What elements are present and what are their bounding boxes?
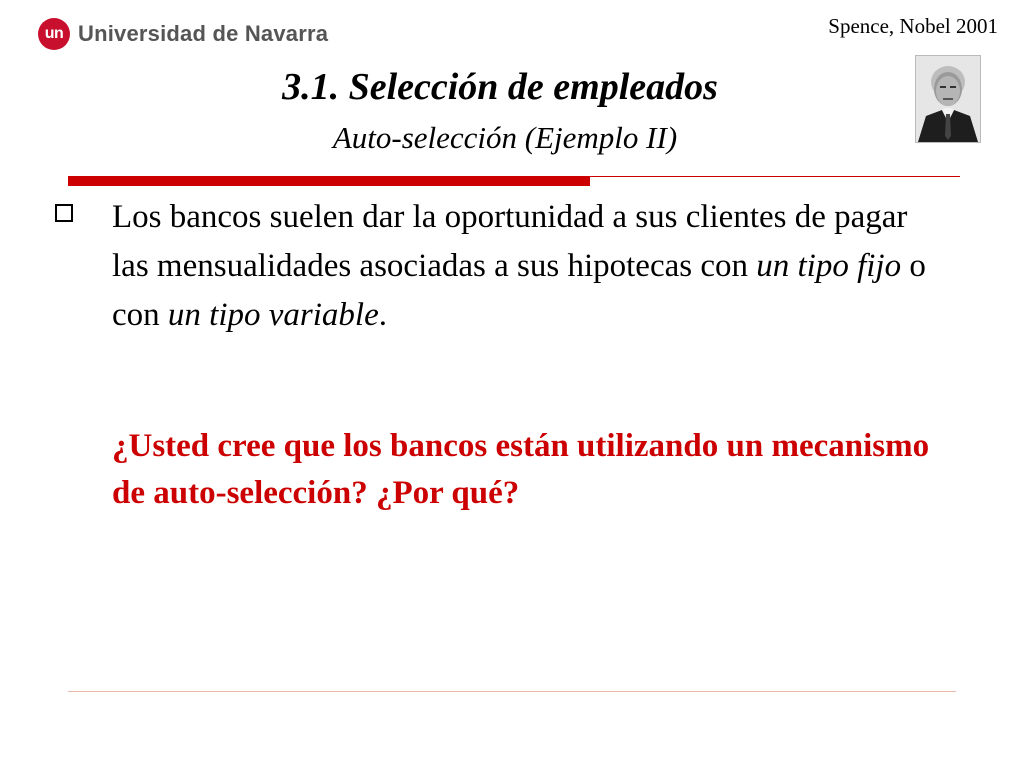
logo-name: Universidad de Navarra bbox=[78, 21, 329, 46]
university-logo bbox=[38, 18, 328, 50]
bullet-italic-variable-rate: un tipo variable bbox=[167, 297, 379, 333]
title-rule-thick bbox=[68, 176, 590, 186]
question-text: ¿Usted cree que los bancos están utilizando un mecanismo de auto-selección? ¿Por qué? bbox=[112, 428, 930, 511]
logo-badge-icon: un bbox=[38, 18, 70, 50]
bullet-text-part: Los bancos suelen dar la oportunidad a sus clientes de pagar las mensualidades asociadas a sus hipotecas con bbox=[112, 199, 908, 284]
title-rule-thin bbox=[590, 176, 960, 177]
footer-rule bbox=[68, 691, 956, 692]
page-subtitle: Auto-selección (Ejemplo II) bbox=[332, 120, 678, 155]
bullet-text-part: . bbox=[378, 297, 387, 333]
square-bullet-icon bbox=[55, 204, 73, 222]
page-title: 3.1. Selección de empleados bbox=[282, 66, 718, 108]
bullet-text bbox=[112, 193, 942, 340]
bullet-italic-fixed-rate: un tipo fijo bbox=[756, 248, 902, 284]
bullet-text-part: o con bbox=[112, 248, 926, 333]
citation: Spence, Nobel 2001 bbox=[828, 14, 998, 38]
